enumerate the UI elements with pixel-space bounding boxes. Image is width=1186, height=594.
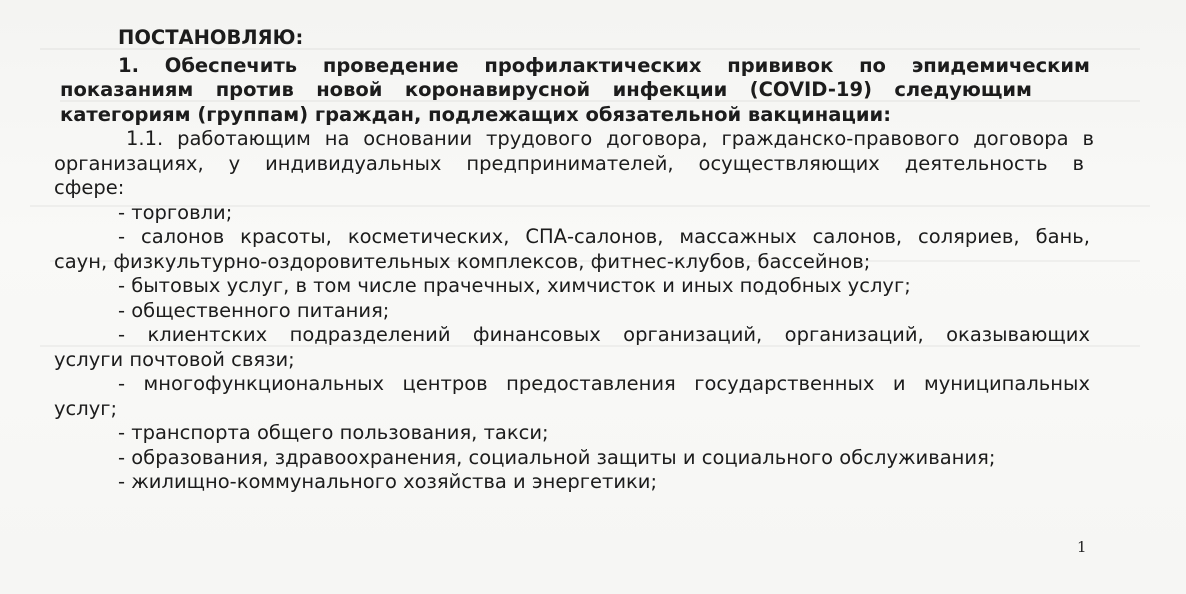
clause-1-line-2: показаниям против новой коронавирусной инфекции (COVID-19) следующим [60,78,1032,101]
list-item: - образования, здравоохранения, социальной защиты и социального обслуживания; [118,445,996,469]
list-item-continuation: саун, физкультурно-оздоровительных комплексов, фитнес-клубов, бассейнов; [54,249,871,273]
subclause-1-1-line-1: 1.1. работающим на основании трудового договора, гражданско-правового договора в [126,127,1094,150]
clause-1-line-1: 1. Обеспечить проведение профилактических прививок по эпидемическим [118,53,1090,77]
clause-1-line-3: категориям (группам) граждан, подлежащих обязательной вакцинации: [60,102,891,126]
list-item: - бытовых услуг, в том числе прачечных, химчисток и иных подобных услуг; [118,274,911,297]
list-item: - общественного питания; [118,298,390,322]
list-item: - клиентских подразделений финансовых организаций, организаций, оказывающих [118,323,1090,346]
list-item-continuation: услуг; [54,396,118,420]
list-item: - торговли; [118,200,233,224]
list-item-continuation: услуги почтовой связи; [54,347,295,371]
subclause-1-1-line-3: сфере: [54,176,125,199]
list-item: - жилищно-коммунального хозяйства и энергетики; [118,470,658,493]
list-item: - транспорта общего пользования, такси; [118,421,549,444]
page-number: 1 [1077,538,1087,556]
document-body [54,26,1094,495]
subclause-1-1-line-2: организациях, у индивидуальных предпринимателей, осуществляющих деятельность в [54,151,1084,175]
list-item: - многофункциональных центров предоставления государственных и муниципальных [118,372,1090,395]
decree-heading: ПОСТАНОВЛЯЮ: [118,26,304,49]
list-item: - салонов красоты, косметических, СПА-салонов, массажных салонов, соляриев, бань, [118,225,1090,248]
